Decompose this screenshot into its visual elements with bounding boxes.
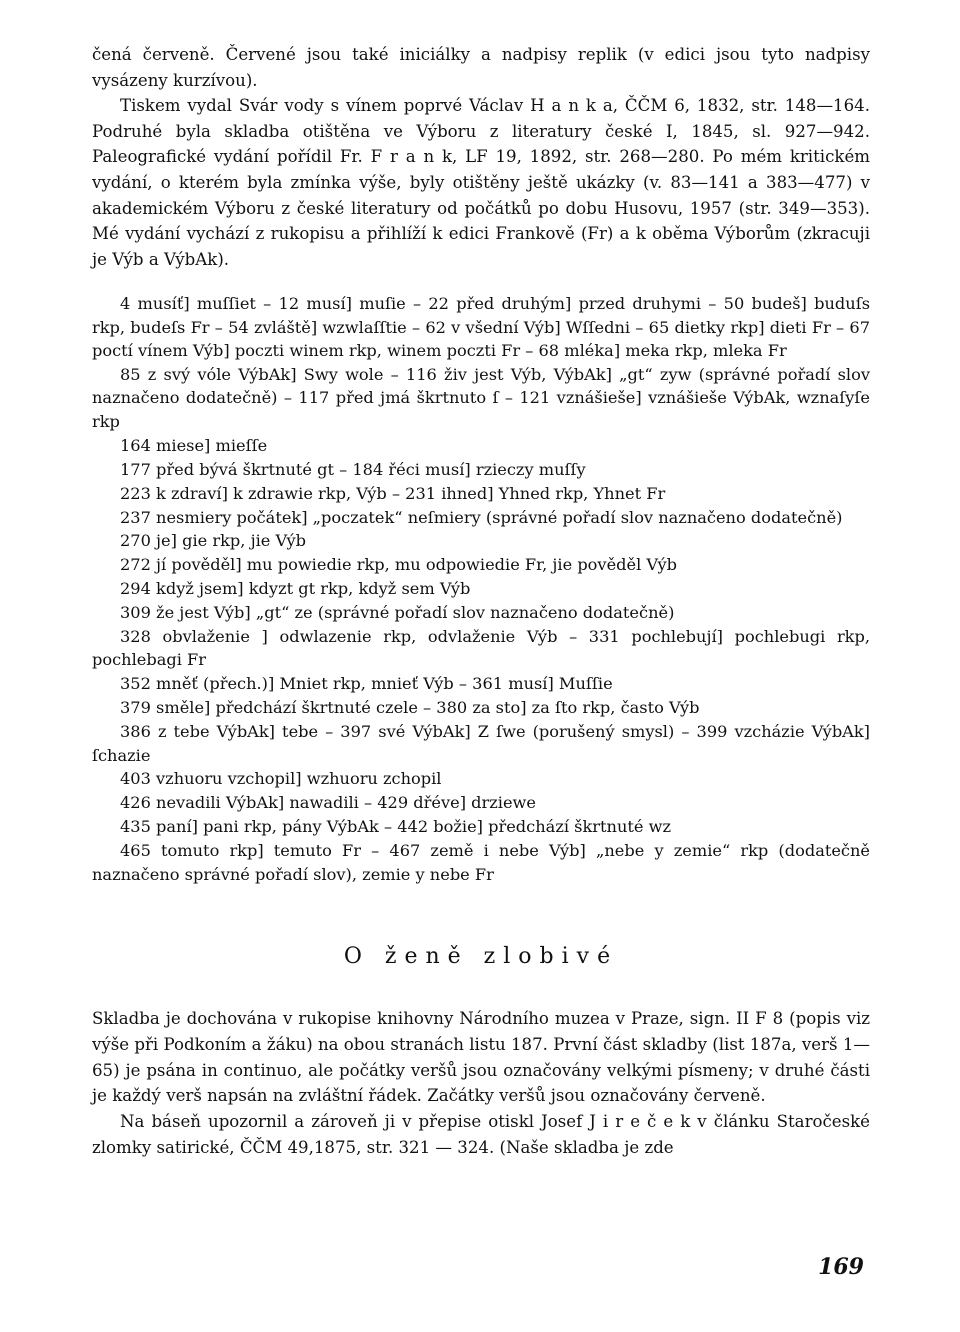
textual-notes bbox=[92, 292, 870, 886]
note-entry: 426 nevadili VýbAk] nawadili – 429 dřéve] drziewe bbox=[120, 793, 536, 813]
note-entry: 435 paní] pani rkp, pány VýbAk – 442 božie] předchází škrtnuté wz bbox=[120, 817, 671, 837]
note-entry: 465 tomuto rkp] temuto Fr – 467 země i nebe Výb] „nebe y zemie“ rkp (dodatečně naznačeno správné pořadí slov), zemie y nebe Fr bbox=[92, 841, 870, 884]
page-number: 169 bbox=[818, 1254, 864, 1280]
note-entry: 85 z svý vóle VýbAk] Swy wole – 116 živ jest Výb, VýbAk] „gt“ zyw (správné pořadí slov naznačeno dodatečně) – 117 před jmá škrtnuto ſ – 121 vznášieše] vznášieše VýbAk, wznaſyſe rkp bbox=[92, 365, 870, 431]
intro-paragraph: Tiskem vydal Svár vody s vínem poprvé Václav H a n k a, ČČM 6, 1832, str. 148—164. Podruhé byla skladba otištěna ve Výboru z literatury české I, 1845, sl. 927—942. Paleografické vydání pořídil Fr. F r a n k, LF 19, 1892, str. 268—280. Po mém kritickém vydání, o kterém byla zmínka výše, byly otištěny ještě ukázky (v. 83—141 a 383—477) v akademickém Výboru z české literatury od počátků po dobu Husovu, 1957 (str. 349—353). Mé vydání vychází z rukopisu a přihlíží k edici Frankově (Fr) a k oběma Výborům (zkracuji je Výb a VýbAk). bbox=[92, 96, 870, 269]
note-entry: 4 musíť] muſſiet – 12 musí] muſie – 22 před druhým] przed druhymi – 50 budeš] buduſs rkp, budeſs Fr – 54 zvláště] wzwlaſſtie – 62 v všední Výb] Wſſedni – 65 dietky rkp] dieti Fr – 67 poctí vínem Výb] poczti winem rkp, winem poczti Fr – 68 mléka] meka rkp, mleka Fr bbox=[92, 294, 870, 361]
note-entry: 309 že jest Výb] „gt“ ze (správné pořadí slov naznačeno dodatečně) bbox=[120, 603, 675, 623]
note-entry: 223 k zdraví] k zdrawie rkp, Výb – 231 ihned] Yhned rkp, Yhnet Fr bbox=[120, 483, 666, 503]
note-entry: 379 směle] předchází škrtnuté czele – 380 za sto] za ſto rkp, často Výb bbox=[120, 698, 700, 718]
note-entry: 270 je] gie rkp, jie Výb bbox=[120, 531, 307, 551]
intro-text bbox=[92, 42, 870, 272]
section-title: O ženě zlobivé bbox=[343, 944, 619, 969]
note-entry: 164 miese] mieſſe bbox=[120, 435, 268, 455]
note-entry: 177 před bývá škrtnuté gt – 184 řéci musí] rzieczy muſſy bbox=[120, 459, 586, 479]
note-entry: 352 mněť (přech.)] Mniet rkp, mnieť Výb – 361 musí] Muſſie bbox=[120, 674, 613, 694]
note-entry: 386 z tebe VýbAk] tebe – 397 své VýbAk] Z ſwe (porušený smysl) – 399 vzcházie VýbAk] ſchazie bbox=[92, 722, 870, 765]
body-paragraph: Skladba je dochována v rukopise knihovny Národního muzea v Praze, sign. II F 8 (popis viz výše při Podkoním a žáku) na obou stranách listu 187. První část skladby (list 187a, verš 1—65) je psána in continuo, ale počátky veršů jsou označovány velkými písmeny; v druhé části je každý verš napsán na zvláštní řádek. Začátky veršů jsou označovány červeně. bbox=[92, 1009, 870, 1106]
section-body bbox=[92, 1006, 870, 1161]
body-paragraph: Na báseň upozornil a zároveň ji v přepise otiskl Josef J i r e č e k v článku Staročeské zlomky satirické, ČČM 49,1875, str. 321 — 324. (Naše skladba je zde bbox=[92, 1112, 870, 1157]
intro-paragraph: čená červeně. Červené jsou také iniciálky a nadpisy replik (v edici jsou tyto nadpisy vysázeny kurzívou). bbox=[92, 45, 870, 90]
note-entry: 403 vzhuoru vzchopil] wzhuoru zchopil bbox=[120, 769, 442, 789]
note-entry: 272 jí pověděl] mu powiedie rkp, mu odpowiedie Fr, jie pověděl Výb bbox=[120, 555, 677, 575]
note-entry: 328 obvlaženie ] odwlazenie rkp, odvlaženie Výb – 331 pochlebují] pochlebugi rkp, pochlebagi Fr bbox=[92, 627, 870, 670]
note-entry: 294 když jsem] kdyzt gt rkp, když sem Výb bbox=[120, 579, 471, 599]
note-entry: 237 nesmiery počátek] „poczatek“ neſmiery (správné pořadí slov naznačeno dodatečně) bbox=[120, 507, 843, 527]
